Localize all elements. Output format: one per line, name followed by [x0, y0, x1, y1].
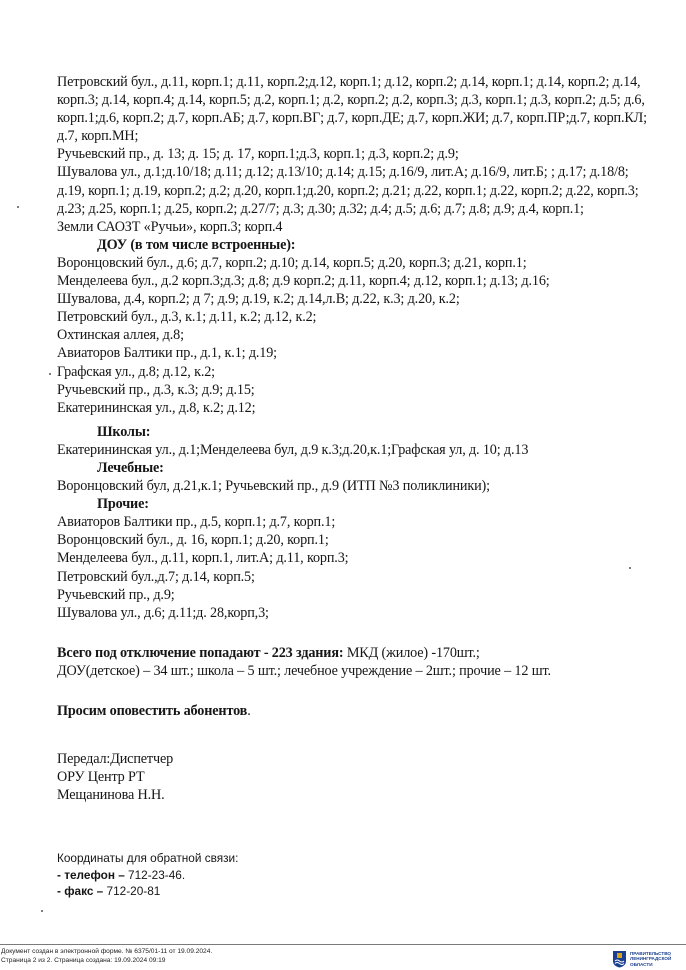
footer-page-info: Страница 2 из 2. Страница создана: 19.09.2024 09:19 — [1, 957, 166, 964]
list-item: Шувалова ул., д.6; д.11;д. 28,корп,3; — [57, 604, 269, 621]
list-item: Авиаторов Балтики пр., д.1, к.1; д.19; — [57, 345, 277, 362]
phone-label: - телефон – — [57, 867, 125, 882]
signature-dispatcher: Передал:Диспетчер — [57, 751, 174, 768]
summary-total: Всего под отключение попадают - 223 здания: — [57, 644, 344, 661]
logo-line: ОБЛАСТИ — [630, 961, 653, 967]
footer-document-id: Документ создан в электронной форме. № 6375/01-11 от 19.09.2024. — [1, 948, 213, 955]
list-item: Менделеева бул., д.2 корп.3;д.3; д.8; д.9 корп.2; д.11, корп.4; д.12, корп.1; д.13; д.16; — [57, 273, 550, 290]
contacts-block — [57, 850, 457, 900]
request-text: Просим оповестить абонентов — [57, 703, 248, 719]
list-item: Менделеева бул., д.11, корп.1, лит.А; д.11, корп.3; — [57, 550, 349, 567]
paragraph-ruchyevsky: Ручьевский пр., д. 13; д. 15; д. 17, корп.1;д.3, корп.1; д.3, корп.2; д.9; — [57, 146, 459, 163]
document-footer — [0, 944, 686, 967]
scan-speck — [48, 372, 52, 376]
paragraph-shuvalova: Шувалова ул., д.1;д.10/18; д.11; д.12; д.13/10; д.14; д.15; д.16/9, лит.А; д.16/9, лит.Б; ; д.17; д.18/8; д.19, корп.1; д.19, корп.2; д.2; д.20, корп.1;д.20, корп.2; д.21; д.22, корп.1; д.22, корп.2; д.22, корп.3; д.23; д.25, корп.1; д.25, корп.2; д.27/7; д.3; д.30; д.32; д.4; д.5; д.6; д.7; д.8; д.9; д.4, корп.1; — [57, 164, 639, 217]
list-item: Петровский бул.,д.7; д.14, корп.5; — [57, 568, 255, 585]
list-item: Воронцовский бул., д. 16, корп.1; д.20, корп.1; — [57, 532, 329, 549]
contacts-phone — [57, 867, 457, 884]
list-item: Ручьевский пр., д.3, к.3; д.9; д.15; — [57, 381, 255, 398]
request-line — [57, 702, 657, 720]
contacts-fax — [57, 883, 457, 900]
fax-number: 712-20-81 — [103, 884, 161, 898]
heading-medical: Лечебные: — [97, 459, 164, 476]
paragraph-petrovsky: Петровский бул., д.11, корп.1; д.11, корп.2;д.12, корп.1; д.12, корп.2; д.14, корп.1; д.14, корп.2; д.14, корп.3; д.14, корп.4; д.14, корп.5; д.2, корп.1; д.2, корп.2; д.2, корп.3; д.3, корп.1; д.3, корп.2; д.5; д.6, корп.1;д.6, корп.2; д.7, корп.АБ; д.7, корп.ВГ; д.7, корп.ДЕ; д.7, корп.ЖИ; д.7, корп.ПР;д.7, корп.КЛ; д.7, корп.МН; — [57, 74, 647, 145]
summary-mkd: МКД (жилое) -170шт.; — [343, 644, 480, 661]
list-item: Шувалова, д.4, корп.2; д 7; д.9; д.19, к.2; д.14,л.В; д.22, к.3; д.20, к.2; — [57, 291, 460, 308]
request-period: . — [247, 703, 251, 719]
list-item: Воронцовский бул., д.6; д.7, корп.2; д.10; д.14, корп.5; д.20, корп.3; д.21, корп.1; — [57, 254, 527, 271]
list-item: Екатерининская ул., д.8, к.2; д.12; — [57, 399, 256, 416]
document-body — [57, 73, 657, 804]
coat-of-arms-icon — [612, 950, 627, 968]
phone-number: 712-23-46. — [124, 867, 186, 882]
list-item: Петровский бул., д.3, к.1; д.11, к.2; д.12, к.2; — [57, 309, 317, 326]
list-item: Воронцовский бул, д.21,к.1; Ручьевский пр., д.9 (ИТП №3 поликлиники); — [57, 478, 490, 495]
paragraph-saozt: Земли САОЗТ «Ручьи», корп.3; корп.4 — [57, 218, 283, 235]
contacts-title: Координаты для обратной связи: — [57, 851, 239, 865]
scan-speck — [16, 205, 20, 209]
heading-other: Прочие: — [97, 496, 149, 513]
fax-label: - факс – — [57, 884, 104, 898]
heading-schools: Школы: — [97, 423, 151, 440]
summary-breakdown: ДОУ(детское) – 34 шт.; школа – 5 шт.; лечебное учреждение – 2шт.; прочие – 12 шт. — [57, 662, 551, 679]
signature-name: Мещанинова Н.Н. — [57, 787, 165, 804]
list-item: Графская ул., д.8; д.12, к.2; — [57, 363, 215, 380]
list-item: Екатерининская ул., д.1;Менделеева бул, д.9 к.3;д.20,к.1;Графская ул, д. 10; д.13 — [57, 441, 529, 458]
logo-line: ПРАВИТЕЛЬСТВО — [630, 951, 671, 957]
logo-text — [630, 951, 671, 967]
scan-speck — [40, 909, 44, 913]
list-item: Охтинская аллея, д.8; — [57, 327, 184, 344]
summary-line — [57, 644, 657, 662]
government-logo — [612, 949, 671, 969]
footer-meta — [1, 947, 212, 965]
scan-speck — [628, 566, 632, 570]
heading-dou: ДОУ (в том числе встроенные): — [97, 236, 296, 253]
list-item: Ручьевский пр., д.9; — [57, 586, 175, 603]
logo-line: ЛЕНИНГРАДСКОЙ — [630, 956, 672, 962]
signature-department: ОРУ Центр РТ — [57, 769, 145, 786]
list-item: Авиаторов Балтики пр., д.5, корп.1; д.7, корп.1; — [57, 514, 336, 531]
